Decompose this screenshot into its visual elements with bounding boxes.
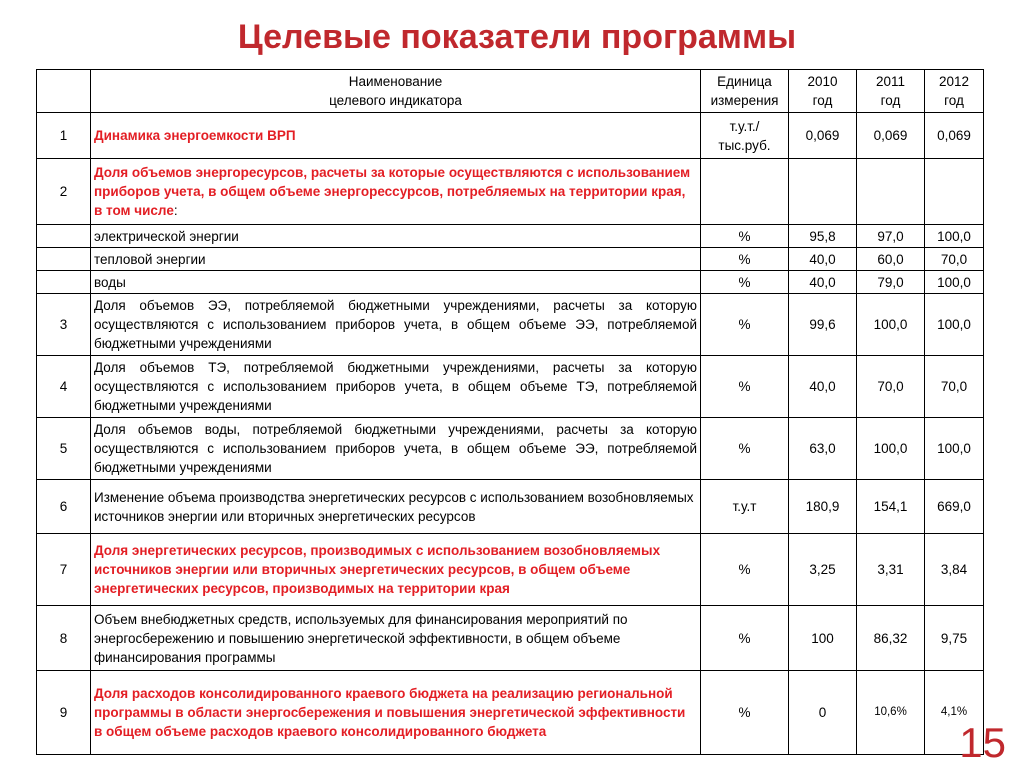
row-unit-line2: тыс.руб. [718,137,771,153]
row-num [37,225,91,248]
row-value-2011: 0,069 [857,113,925,159]
row-name: Изменение объема производства энергетических ресурсов с использованием возобновляемых источников энергии или вторичных энергетических ресурсов [91,480,701,534]
header-2010 [789,70,857,113]
header-2010-line1: 2010 [807,74,838,89]
row-value-2011: 79,0 [857,271,925,294]
row-value-2010: 40,0 [789,356,857,418]
row-unit: % [701,671,789,755]
row-value-2012: 0,069 [925,113,984,159]
header-num [37,70,91,113]
header-unit [701,70,789,113]
table-row [37,248,984,271]
row-value-2010: 40,0 [789,248,857,271]
row-value-2010: 0,069 [789,113,857,159]
row-unit-line1: т.у.т./ [729,118,760,134]
row-num: 7 [37,534,91,606]
row-name: Доля энергетических ресурсов, производимых с использованием возобновляемых источников энергии или вторичных энергетических ресурсов, в общем объеме энергетических ресурсов, производимых на территории края [91,534,701,606]
table-row [37,113,984,159]
row-name: электрической энергии [91,225,701,248]
row-name: Объем внебюджетных средств, используемых для финансирования мероприятий по энергосбережению и повышению энергетической эффективности, в общем объеме финансирования программы [91,606,701,671]
row-value-2012 [925,159,984,225]
header-2011-line2: год [880,93,901,108]
table-row [37,480,984,534]
row-num [37,271,91,294]
table-row [37,534,984,606]
row-value-2011: 3,31 [857,534,925,606]
row-unit: % [701,356,789,418]
row-value-2011: 70,0 [857,356,925,418]
row-value-2010 [789,159,857,225]
row-value-2010: 100 [789,606,857,671]
row-value-2012: 100,0 [925,225,984,248]
row-num [37,248,91,271]
table-row [37,271,984,294]
table-header-row [37,70,984,113]
row-num: 1 [37,113,91,159]
row-value-2011: 10,6% [857,671,925,755]
row-unit: % [701,606,789,671]
row-name: воды [91,271,701,294]
row-num: 2 [37,159,91,225]
table-row [37,159,984,225]
row-value-2011: 100,0 [857,294,925,356]
row-value-2010: 180,9 [789,480,857,534]
header-name [91,70,701,113]
row-unit [701,113,789,159]
header-2011-line1: 2011 [875,74,906,89]
row-value-2011: 97,0 [857,225,925,248]
header-2012-line1: 2012 [938,74,970,89]
row-name: Доля расходов консолидированного краевого бюджета на реализацию региональной программы в области энергосбережения и повышения энергетической эффективности в общем объеме расходов краевого консолидированного бюджета [91,671,701,755]
row-unit: % [701,534,789,606]
header-2010-line2: год [812,93,833,108]
header-unit-line2: измерения [710,93,779,108]
row-value-2010: 3,25 [789,534,857,606]
row-name-text: Доля объемов энергоресурсов, расчеты за которые осуществляются с использованием приборов учета, в общем объеме энергорессурсов, потребляемых на территории края, в том числе [94,165,691,218]
row-unit: т.у.т [701,480,789,534]
row-name: Доля объемов воды, потребляемой бюджетными учреждениями, расчеты за которую осуществляются с использованием приборов учета, в общем объеме ЭЭ, потребляемой бюджетными учреждениями [91,418,701,480]
row-value-2011: 154,1 [857,480,925,534]
header-unit-line1: Единица [717,74,772,89]
row-value-2012: 70,0 [925,356,984,418]
row-value-2011: 100,0 [857,418,925,480]
row-num: 5 [37,418,91,480]
row-value-2012: 100,0 [925,294,984,356]
header-2012-line2: год [944,93,964,108]
row-name: Динамика энергоемкости ВРП [91,113,701,159]
table-row [37,606,984,671]
row-name-suffix: : [173,203,178,218]
table-row [37,225,984,248]
table-row [37,671,984,755]
row-unit [701,159,789,225]
row-name: тепловой энергии [91,248,701,271]
row-num: 3 [37,294,91,356]
row-value-2012: 3,84 [925,534,984,606]
table-row [37,356,984,418]
page-title: Целевые показатели программы [237,18,797,56]
header-name-line2: целевого индикатора [329,93,462,108]
row-value-2012: 669,0 [925,480,984,534]
row-num: 9 [37,671,91,755]
row-num: 8 [37,606,91,671]
row-name: Доля объемов ТЭ, потребляемой бюджетными учреждениями, расчеты за которую осуществляются с использованием приборов учета, в общем объеме ТЭ, потребляемой бюджетными учреждениями [91,356,701,418]
row-value-2012: 9,75 [925,606,984,671]
row-value-2012: 100,0 [925,418,984,480]
header-name-line1: Наименование [348,74,443,89]
table-row [37,418,984,480]
table-row [37,294,984,356]
row-name: Доля объемов ЭЭ, потребляемой бюджетными учреждениями, расчеты за которую осуществляются с использованием приборов учета, в общем объеме ЭЭ, потребляемой бюджетными учреждениями [91,294,701,356]
row-value-2010: 99,6 [789,294,857,356]
page-number: 15 [959,719,1006,766]
row-unit: % [701,248,789,271]
header-2012 [925,70,984,113]
row-num: 4 [37,356,91,418]
row-unit: % [701,225,789,248]
row-value-2010: 0 [789,671,857,755]
row-value-2011 [857,159,925,225]
row-value-2011: 86,32 [857,606,925,671]
row-unit: % [701,271,789,294]
row-name [91,159,701,225]
row-unit: % [701,294,789,356]
header-2011 [857,70,925,113]
row-value-2010: 40,0 [789,271,857,294]
row-value-2012: 100,0 [925,271,984,294]
row-value-2010: 95,8 [789,225,857,248]
row-value-2010: 63,0 [789,418,857,480]
row-unit: % [701,418,789,480]
row-value-2012: 4,1% [925,671,984,755]
row-num: 6 [37,480,91,534]
row-value-2012: 70,0 [925,248,984,271]
target-indicators-table [36,69,984,755]
row-value-2011: 60,0 [857,248,925,271]
